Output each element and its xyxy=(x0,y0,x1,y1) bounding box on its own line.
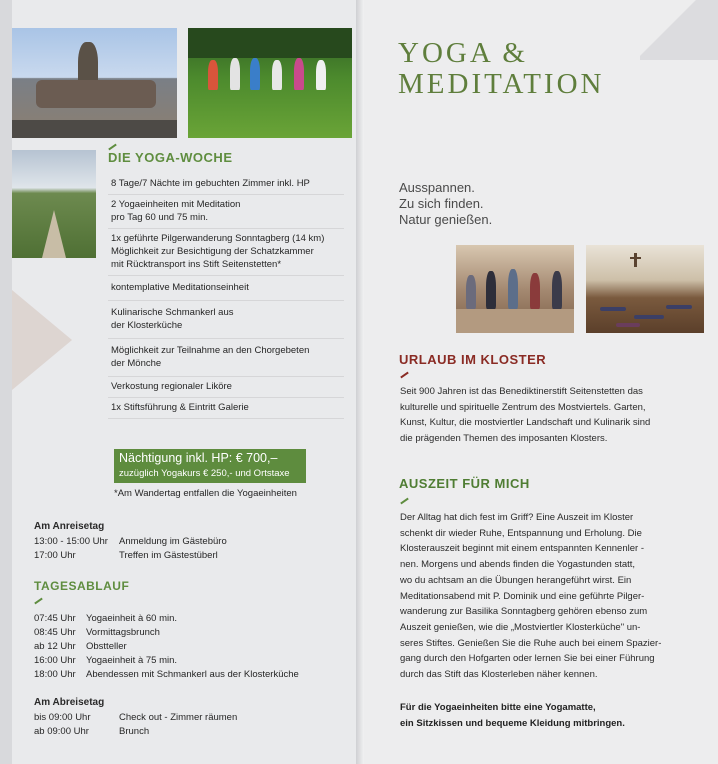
arrival-title: Am Anreisetag xyxy=(34,521,105,532)
yoga-room-photo xyxy=(586,245,704,333)
auszeit-paragraph: Der Alltag hat dich fest im Griff? Eine Auszeit im Kloster schenkt dir wieder Ruhe, Entspannung und Erholung. Die Klosterauszeit beginnt mit einem entspannten Kennenler - nen. Morgens und abends finden die Yogastunden statt, wo du achtsam an die Übungen herangeführt wirst. Ein Meditationsabend mit P. Dominik und eine geführte Pilger- wanderung zur Basilika Sonntagberg gehören ebenso zum Auszeit genießen, wie die „Mostviertler Klosterküche" un- seres Stiftes. Genießen Sie die Ruhe auch bei einem Spazier- gang durch den Hofgarten oder lernen Sie bei einer Führung durch das Stift das Klosterleben näher kennen. xyxy=(400,512,662,681)
footnote: *Am Wandertag entfallen die Yogaeinheiten xyxy=(114,488,297,499)
list-item: 2 Yogaeinheiten mit Meditation pro Tag 60 und 75 min. xyxy=(108,195,344,229)
schedule-row: 13:00 - 15:00 Uhr Anmeldung im Gästebüro xyxy=(34,536,227,547)
urlaub-paragraph: Seit 900 Jahren ist das Benediktinerstift Seitenstetten das kulturelle und spirituelle Zentrum des Mostviertels. Garten, Kunst, Kultur, die mostviertler Landschaft und Kulinarik sind die prägenden Themen des imposanten Klosters. xyxy=(400,386,651,445)
page-title: YOGA & MEDITATION xyxy=(398,37,605,100)
tagline: Ausspannen. Zu sich finden. Natur genießen. xyxy=(399,180,493,227)
group-statue-photo xyxy=(12,28,177,138)
schedule-row: ab 12 Uhr Obstteller xyxy=(34,641,127,652)
schedule-row: bis 09:00 Uhr Check out - Zimmer räumen xyxy=(34,712,238,723)
yoga-week-list xyxy=(108,174,344,419)
arrival-schedule xyxy=(34,535,227,563)
schedule-row: 08:45 Uhr Vormittagsbrunch xyxy=(34,627,160,638)
list-item: kontemplative Meditationseinheit xyxy=(108,276,344,301)
schedule-row: 16:00 Uhr Yogaeinheit à 75 min. xyxy=(34,655,178,666)
schedule-row: 17:00 Uhr Treffen im Gästestüberl xyxy=(34,550,218,561)
departure-schedule xyxy=(34,711,237,739)
indoor-group-photo xyxy=(456,245,574,333)
schedule-row: ab 09:00 Uhr Brunch xyxy=(34,726,150,737)
list-item: 8 Tage/7 Nächte im gebuchten Zimmer inkl. HP xyxy=(108,174,344,195)
fold-shadow xyxy=(356,0,364,764)
outdoor-yoga-photo xyxy=(188,28,352,138)
daily-schedule xyxy=(34,612,299,682)
section-title-auszeit: AUSZEIT FÜR MICH xyxy=(399,476,530,491)
list-item: Kulinarische Schmankerl aus der Klosterküche xyxy=(108,301,344,339)
section-title-urlaub: URLAUB IM KLOSTER xyxy=(399,352,547,367)
decorative-corner xyxy=(640,0,718,60)
schedule-row: 18:00 Uhr Abendessen mit Schmankerl aus der Klosterküche xyxy=(34,669,299,680)
list-item: 1x geführte Pilgerwanderung Sonntagberg (14 km) Möglichkeit zur Besichtigung der Schatzkammer mit Rücktransport ins Stift Seitenstetten* xyxy=(108,229,344,276)
departure-title: Am Abreisetag xyxy=(34,697,105,708)
list-item: Verkostung regionaler Liköre xyxy=(108,377,344,398)
price-box xyxy=(114,449,306,483)
section-title-yoga-woche: DIE YOGA-WOCHE xyxy=(108,150,233,165)
packing-note: Für die Yogaeinheiten bitte eine Yogamatte, ein Sitzkissen und bequeme Kleidung mitbringen. xyxy=(400,702,625,729)
meadow-path-photo xyxy=(12,150,96,258)
list-item: 1x Stiftsführung & Eintritt Galerie xyxy=(108,398,344,419)
section-title-tagesablauf: TAGESABLAUF xyxy=(34,579,130,593)
schedule-row: 07:45 Uhr Yogaeinheit à 60 min. xyxy=(34,613,178,624)
price-sub: zuzüglich Yogakurs € 250,- und Ortstaxe xyxy=(119,468,290,479)
list-item: Möglichkeit zur Teilnahme an den Chorgebeten der Mönche xyxy=(108,339,344,377)
price-main: Nächtigung inkl. HP: € 700,– xyxy=(119,451,278,465)
decorative-triangle xyxy=(12,290,72,390)
